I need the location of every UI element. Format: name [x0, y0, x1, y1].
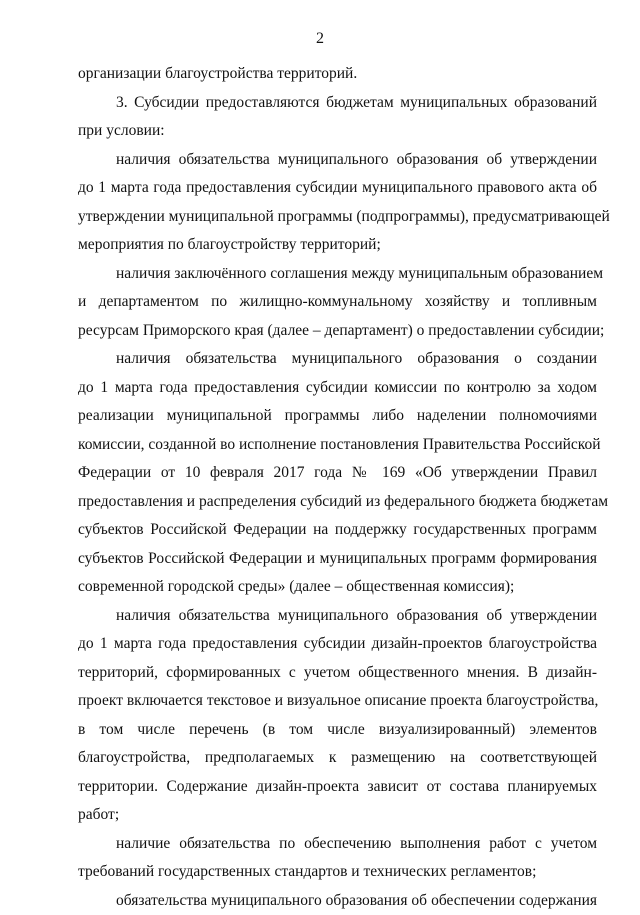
- text-line: в том числе перечень (в том числе визуализированный) элементов: [78, 716, 597, 745]
- text-line: организации благоустройства территорий.: [78, 60, 597, 89]
- text-line: и департаментом по жилищно-коммунальному хозяйству и топливным: [78, 288, 597, 317]
- text-line: мероприятия по благоустройству территорий;: [78, 231, 597, 260]
- text-line: работ;: [78, 801, 597, 830]
- text-line: территории. Содержание дизайн-проекта зависит от состава планируемых: [78, 773, 597, 802]
- text-line: субъектов Российской Федерации и муниципальных программ формирования: [78, 545, 597, 574]
- text-line: обязательства муниципального образования об обеспечении содержания: [78, 887, 597, 915]
- text-line: комиссии, созданной во исполнение постановления Правительства Российской: [78, 431, 597, 460]
- text-line: до 1 марта года предоставления субсидии дизайн-проектов благоустройства: [78, 630, 597, 659]
- text-line: утверждении муниципальной программы (подпрограммы), предусматривающей: [78, 203, 597, 232]
- text-line: предоставления и распределения субсидий из федерального бюджета бюджетам: [78, 488, 597, 517]
- text-line: территорий, сформированных с учетом общественного мнения. В дизайн-: [78, 659, 597, 688]
- text-line: реализации муниципальной программы либо наделении полномочиями: [78, 402, 597, 431]
- text-line: проект включается текстовое и визуальное описание проекта благоустройства,: [78, 687, 597, 716]
- text-line: Федерации от 10 февраля 2017 года № 169 «Об утверждении Правил: [78, 459, 597, 488]
- text-line: 3. Субсидии предоставляются бюджетам муниципальных образований: [78, 89, 597, 118]
- text-line: наличия обязательства муниципального образования об утверждении: [78, 602, 597, 631]
- text-line: субъектов Российской Федерации на поддержку государственных программ: [78, 516, 597, 545]
- text-line: при условии:: [78, 117, 597, 146]
- text-line: до 1 марта года предоставления субсидии комиссии по контролю за ходом: [78, 374, 597, 403]
- text-line: требований государственных стандартов и технических регламентов;: [78, 858, 597, 887]
- text-line: наличия заключённого соглашения между муниципальным образованием: [78, 260, 597, 289]
- text-line: благоустройства, предполагаемых к размещению на соответствующей: [78, 744, 597, 773]
- text-line: до 1 марта года предоставления субсидии муниципального правового акта об: [78, 174, 597, 203]
- text-line: наличия обязательства муниципального образования об утверждении: [78, 146, 597, 175]
- document-body: [78, 60, 597, 915]
- page-number: 2: [0, 30, 640, 48]
- text-line: наличия обязательства муниципального образования о создании: [78, 345, 597, 374]
- text-line: современной городской среды» (далее – общественная комиссия);: [78, 573, 597, 602]
- text-line: ресурсам Приморского края (далее – департамент) о предоставлении субсидии;: [78, 317, 597, 346]
- text-line: наличие обязательства по обеспечению выполнения работ с учетом: [78, 830, 597, 859]
